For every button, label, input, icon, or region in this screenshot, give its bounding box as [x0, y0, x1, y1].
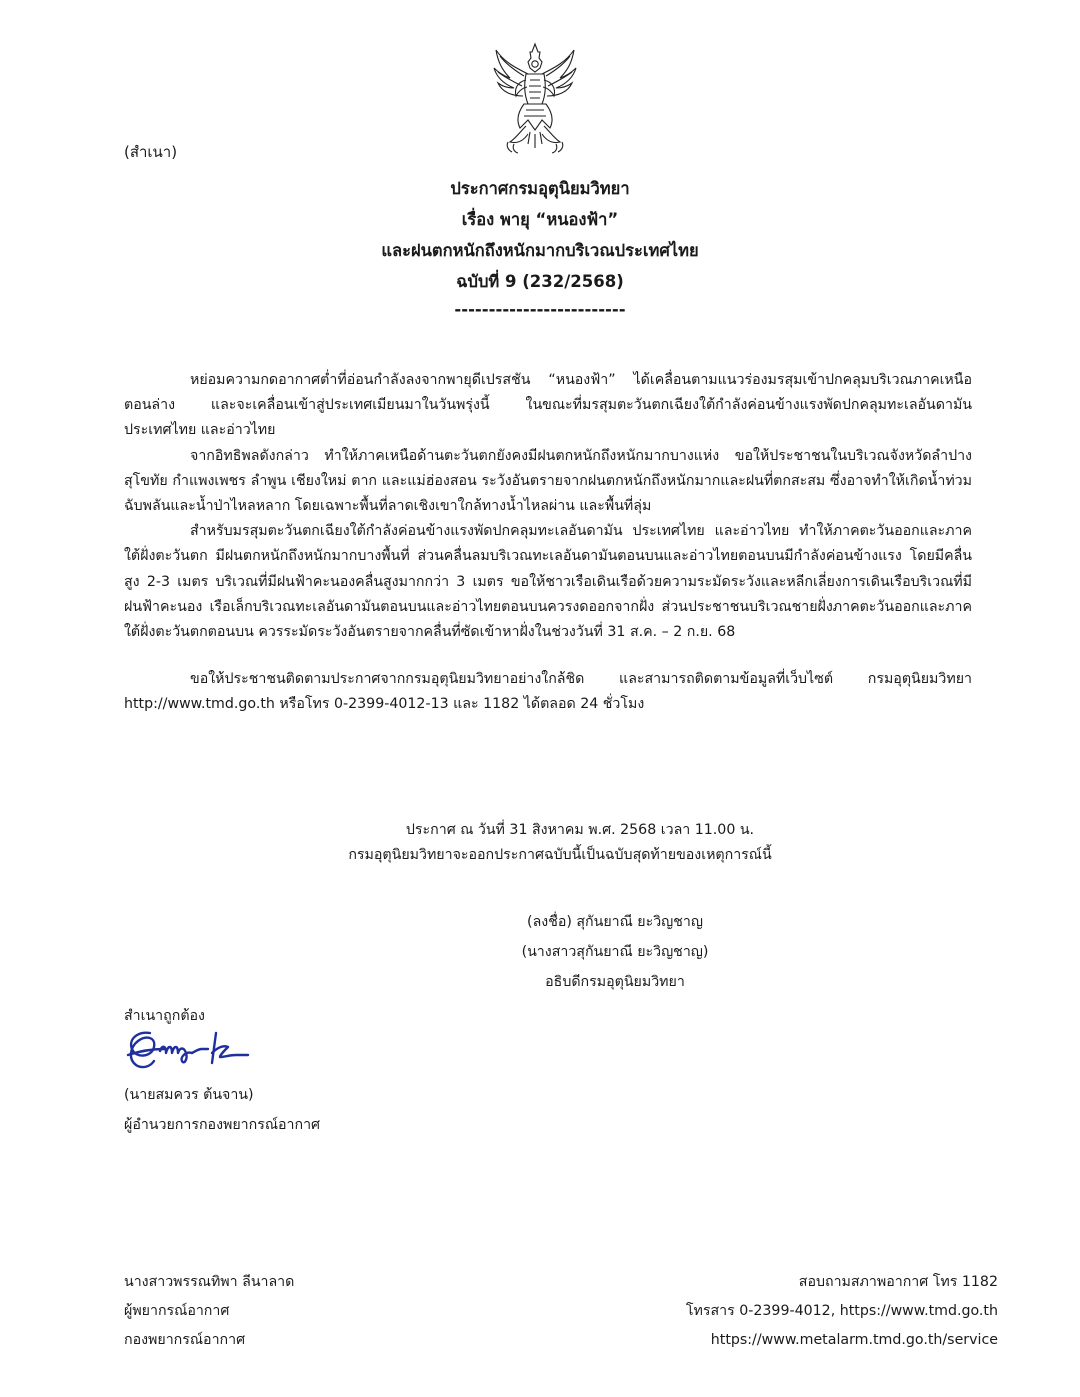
final-notice: กรมอุตุนิยมวิทยาจะออกประกาศฉบับนี้เป็นฉบับสุดท้ายของเหตุการณ์นี้: [348, 847, 772, 863]
announcement-date: ประกาศ ณ วันที่ 31 สิงหาคม พ.ศ. 2568 เวลา 11.00 น.: [405, 822, 755, 838]
forecaster-info: [124, 1268, 294, 1355]
signatory-position: อธิบดีกรมอุตุนิยมวิทยา: [545, 974, 685, 990]
contact-info: [686, 1268, 998, 1355]
certifier-name: (นายสมควร ต้นจาน): [124, 1087, 254, 1103]
certifier-position: ผู้อำนวยการกองพยากรณ์อากาศ: [124, 1117, 321, 1133]
copy-mark: (สำเนา): [124, 143, 178, 161]
signatory-name: (นางสาวสุกันยาณี ยะวิญชาญ): [521, 944, 709, 960]
paragraph-1: หย่อมความกดอากาศต่ำที่อ่อนกำลังลงจากพายุดีเปรสชัน “หนองฟ้า” ได้เคลื่อนตามแนวร่องมรสุมเข้าปกคลุมบริเวณภาคเหนือตอนล่าง และจะเคลื่อนเข้าสู่ประเทศเมียนมาในวันพรุ่งนี้ ในขณะที่มรสุมตะวันตกเฉียงใต้กำลังค่อนข้างแรงพัดปกคลุมทะเลอันดามัน ประเทศไทย และอ่าวไทย: [124, 372, 972, 439]
paragraph-3: สำหรับมรสุมตะวันตกเฉียงใต้กำลังค่อนข้างแรงพัดปกคลุมทะเลอันดามัน ประเทศไทย และอ่าวไทย ทำให้ภาคตะวันออกและภาคใต้ฝั่งตะวันตก มีฝนตกหนักถึงหนักมากบางพื้นที่ ส่วนคลื่นลมบริเวณทะเลอันดามันตอนบนและอ่าวไทยตอนบนมีกำลังค่อนข้างแรง โดยมีคลื่นสูง 2-3 เมตร บริเวณที่มีฝนฟ้าคะนองคลื่นสูงมากกว่า 3 เมตร ขอให้ชาวเรือเดินเรือด้วยความระมัดระวังและหลีกเลี่ยงการเดินเรือบริเวณที่มีฝนฟ้าคะนอง เรือเล็กบริเวณทะเลอันดามันตอนบนและอ่าวไทยตอนบนควรงดออกจากฝั่ง ส่วนประชาชนบริเวณชายฝั่งภาคตะวันออกและภาคใต้ฝั่งตะวันตกตอนบน ควรระมัดระวังอันตรายจากคลื่นที่ซัดเข้าหาฝั่งในช่วงวันที่ 31 ส.ค. – 2 ก.ย. 68: [124, 523, 972, 641]
service-url: https://www.metalarm.tmd.go.th/service: [710, 1332, 998, 1348]
certified-copy-label: สำเนาถูกต้อง: [124, 1008, 205, 1024]
title-divider: -------------------------: [454, 300, 626, 319]
paragraph-4: ขอให้ประชาชนติดตามประกาศจากกรมอุตุนิยมวิทยาอย่างใกล้ชิด และสามารถติดตามข้อมูลที่เว็บไซต์ กรมอุตุนิยมวิทยา http://www.tmd.go.th หรือโทร 0-2399-4012-13 และ 1182 ได้ตลอด 24 ชั่วโมง: [124, 671, 972, 713]
signatory-signed: (ลงชื่อ) สุกันยาณี ยะวิญชาญ: [527, 914, 703, 930]
subject-line: เรื่อง พายุ “หนองฟ้า”: [461, 210, 619, 229]
title-line: ประกาศกรมอุตุนิยมวิทยา: [450, 179, 630, 198]
forecaster-division: กองพยากรณ์อากาศ: [124, 1332, 246, 1348]
fax-and-website: โทรสาร 0-2399-4012, https://www.tmd.go.th: [685, 1303, 998, 1319]
garuda-emblem-icon: [490, 40, 580, 155]
handwritten-signature-icon: [124, 1025, 254, 1073]
certifier-block: [124, 1080, 320, 1140]
weather-inquiry-phone: สอบถามสภาพอากาศ โทร 1182: [798, 1274, 998, 1290]
announcement-body: [124, 368, 972, 718]
signatory-block: [0, 907, 1080, 997]
forecaster-name: นางสาวพรรณทิพา ลีนาลาด: [124, 1274, 295, 1290]
announcement-date-block: [0, 818, 1080, 868]
forecaster-position: ผู้พยากรณ์อากาศ: [124, 1303, 230, 1319]
document-title: [0, 173, 1080, 323]
subject-line-continued: และฝนตกหนักถึงหนักมากบริเวณประเทศไทย: [381, 241, 699, 260]
paragraph-2: จากอิทธิพลดังกล่าว ทำให้ภาคเหนือด้านตะวันตกยังคงมีฝนตกหนักถึงหนักมากบางแห่ง ขอให้ประชาชนในบริเวณจังหวัดลำปาง สุโขทัย กำแพงเพชร ลำพูน เชียงใหม่ ตาก และแม่ฮ่องสอน ระวังอันตรายจากฝนตกหนักถึงหนักมากและฝนที่ตกสะสม ซึ่งอาจทำให้เกิดน้ำท่วมฉับพลันและน้ำป่าไหลหลาก โดยเฉพาะพื้นที่ลาดเชิงเขาใกล้ทางน้ำไหลผ่าน และพื้นที่ลุ่ม: [124, 447, 972, 515]
issue-number: ฉบับที่ 9 (232/2568): [456, 272, 624, 291]
